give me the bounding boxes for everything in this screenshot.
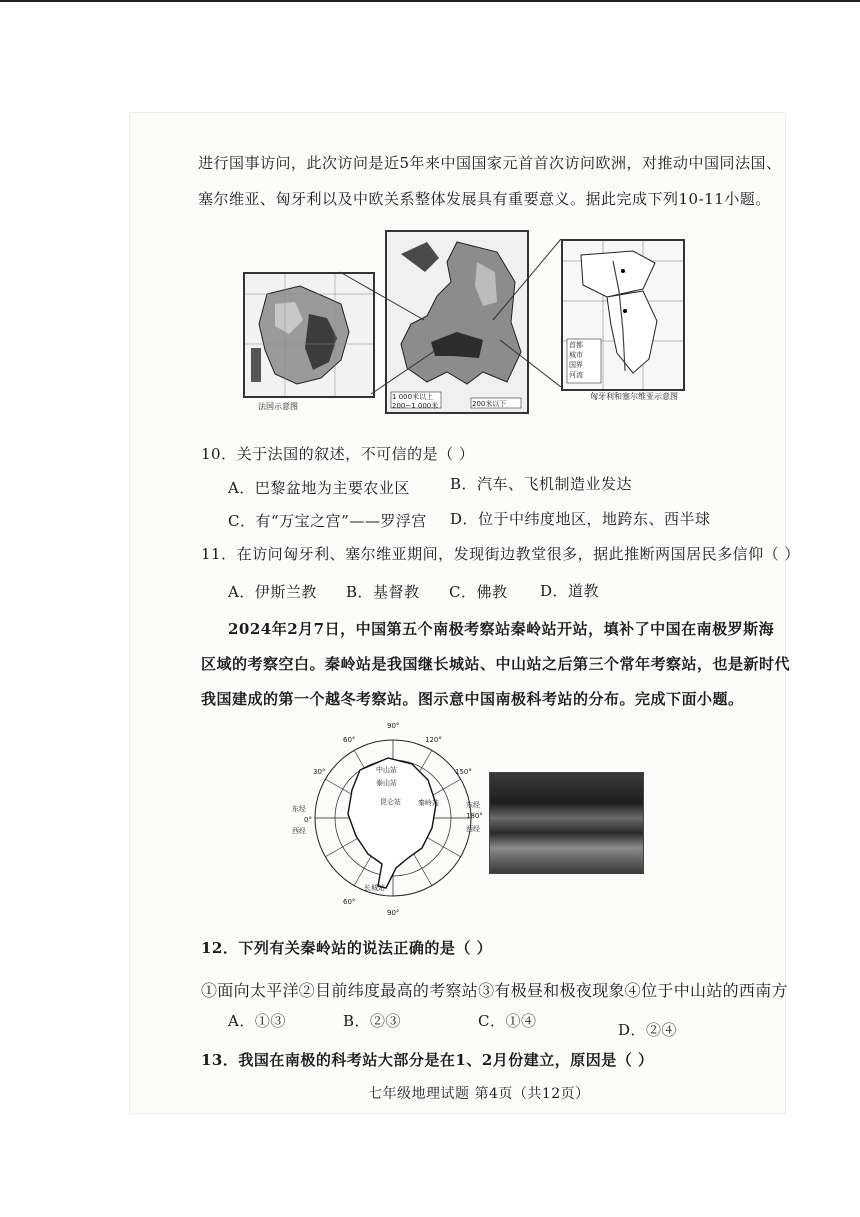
deg-60-left: 60° [343, 736, 356, 744]
deg-30: 30° [313, 768, 326, 776]
deg-0: 0° [304, 816, 312, 824]
deg-60-bottom: 60° [343, 898, 356, 906]
q12-statements: ①面向太平洋②目前纬度最高的考察站③有极昼和极夜现象④位于中山站的西南方 [201, 981, 788, 1000]
q10-stem: 10．关于法国的叙述，不可信的是（ ） [201, 445, 475, 463]
q10-option-b: B．汽车、飞机制造业发达 [450, 475, 633, 493]
side-west-right: 西经 [466, 825, 480, 833]
q11-option-c: C．佛教 [449, 583, 508, 601]
q11-stem: 11．在访问匈牙利、塞尔维亚期间，发现街边教堂很多，据此推断两国居民多信仰（ ） [201, 545, 800, 563]
station-photo [489, 772, 644, 874]
deg-180: 180° [466, 812, 483, 820]
page-footer: 七年级地理试题 第4页（共12页） [368, 1086, 590, 1102]
q11-option-a: A．伊斯兰教 [228, 583, 317, 601]
deg-120: 120° [425, 736, 442, 744]
intro-line-2: 塞尔维亚、匈牙利以及中欧关系整体发展具有重要意义。据此完成下列10-11小题。 [198, 190, 771, 208]
q13-stem: 13．我国在南极的科考站大部分是在1、2月份建立，原因是（ ） [201, 1051, 654, 1069]
station-qinling: 秦岭站 [418, 799, 439, 807]
side-east-right: 东经 [466, 801, 480, 809]
side-east-left: 东经 [292, 805, 306, 813]
passage2-line-3: 我国建成的第一个越冬考察站。图示意中国南极科考站的分布。完成下面小题。 [201, 690, 744, 708]
side-west-left: 西经 [292, 827, 306, 835]
station-zhongshan: 中山站 [376, 766, 397, 774]
europe-legend-1: 1 000米以上 [392, 393, 434, 401]
deg-150: 150° [455, 768, 472, 776]
hs-caption: 匈牙利和塞尔维亚示意图 [590, 392, 678, 401]
deg-90-bottom: 90° [387, 909, 400, 917]
station-kunlun: 昆仑站 [380, 798, 401, 806]
antarctic-map [300, 718, 486, 918]
q11-option-b: B．基督教 [346, 583, 420, 601]
deg-90-top: 90° [387, 722, 400, 730]
station-taishan: 泰山站 [376, 779, 397, 787]
hs-legend-1: 首都 [569, 341, 583, 349]
hs-legend-4: 河流 [569, 371, 583, 379]
q12-stem: 12．下列有关秦岭站的说法正确的是（ ） [201, 939, 493, 957]
q12-option-b: B．②③ [343, 1012, 402, 1030]
q10-option-d: D．位于中纬度地区，地跨东、西半球 [450, 510, 711, 528]
passage2-line-1: 2024年2月7日，中国第五个南极考察站秦岭站开站，填补了中国在南极罗斯海 [228, 620, 775, 638]
intro-line-1: 进行国事访问，此次访问是近5年来中国国家元首首次访问欧洲，对推动中国同法国、 [198, 154, 782, 172]
passage2-line-2: 区域的考察空白。秦岭站是我国继长城站、中山站之后第三个常年考察站，也是新时代 [201, 655, 791, 673]
europe-legend-3: 200米以下 [472, 400, 507, 408]
q12-option-a: A．①③ [228, 1012, 286, 1030]
station-changcheng: 长城站 [364, 884, 385, 892]
q12-option-d: D．②④ [618, 1021, 678, 1039]
hs-legend-2: 城市 [569, 351, 583, 359]
q10-option-c: C．有“万宝之宫”——罗浮宫 [228, 512, 427, 530]
france-caption: 法国示意图 [258, 402, 298, 411]
q10-option-a: A．巴黎盆地为主要农业区 [228, 479, 410, 497]
q11-option-d: D．道教 [540, 582, 600, 600]
q12-option-c: C．①④ [478, 1012, 537, 1030]
hs-legend-3: 国界 [569, 361, 583, 369]
europe-legend-2: 200~1 000米 [392, 402, 439, 410]
